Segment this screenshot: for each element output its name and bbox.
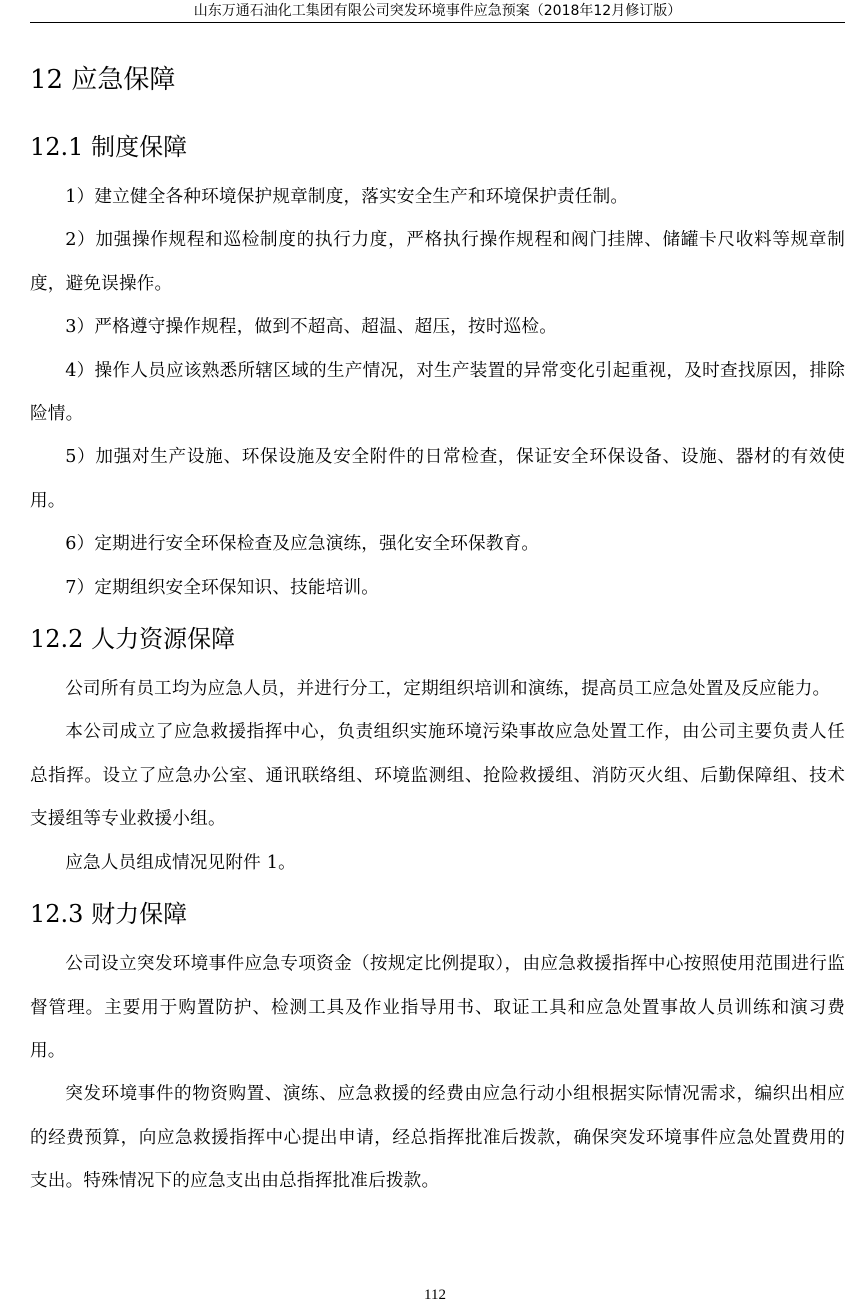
section-title: 12.3 财力保障 (30, 900, 188, 929)
paragraph: 突发环境事件的物资购置、演练、应急救援的经费由应急行动小组根据实际情况需求，编织出相应的经费预算，向应急救援指挥中心提出申请，经总指挥批准后拨款，确保突发环境事件应急处置费用的支出。特殊情况下的应急支出由总指挥批准后拨款。 (30, 1084, 845, 1192)
section-institutional-guarantee (30, 118, 845, 610)
paragraph: 1）建立健全各种环境保护规章制度，落实安全生产和环境保护责任制。 (65, 187, 629, 207)
paragraph: 本公司成立了应急救援指挥中心，负责组织实施环境污染事故应急处置工作，由公司主要负责人任总指挥。设立了应急办公室、通讯联络组、环境监测组、抢险救援组、消防灭火组、后勤保障组、技术支援组等专业救援小组。 (30, 722, 845, 830)
section-title: 12.2 人力资源保障 (30, 625, 236, 654)
chapter-title: 12 应急保障 (30, 65, 176, 95)
paragraph: 2）加强操作规程和巡检制度的执行力度，严格执行操作规程和阀门挂牌、储罐卡尺收料等规章制度，避免误操作。 (30, 230, 845, 294)
paragraph: 应急人员组成情况见附件 1。 (65, 852, 296, 873)
paragraph: 4）操作人员应该熟悉所辖区域的生产情况，对生产装置的异常变化引起重视，及时查找原因，排除险情。 (30, 360, 845, 425)
page-content (30, 58, 845, 1204)
paragraph: 7）定期组织安全环保知识、技能培训。 (65, 577, 380, 598)
paragraph: 6）定期进行安全环保检查及应急演练，强化安全环保教育。 (65, 534, 540, 555)
page-number: 112 (424, 1287, 446, 1303)
section-title: 12.1 制度保障 (30, 133, 188, 161)
paragraph: 公司设立突发环境事件应急专项资金（按规定比例提取），由应急救援指挥中心按照使用范围进行监督管理。主要用于购置防护、检测工具及作业指导用书、取证工具和应急处置事故人员训练和演习费用。 (30, 954, 845, 1061)
section-financial-guarantee (30, 885, 845, 1203)
section-human-resources-guarantee (30, 610, 845, 885)
paragraph: 3）严格遵守操作规程，做到不超高、超温、超压，按时巡检。 (65, 317, 558, 338)
paragraph: 5）加强对生产设施、环保设施及安全附件的日常检查，保证安全环保设备、设施、器材的有效使用。 (30, 447, 845, 511)
running-header: 山东万通石油化工集团有限公司突发环境事件应急预案（2018年12月修订版） (30, 0, 845, 23)
paragraph: 公司所有员工均为应急人员，并进行分工，定期组织培训和演练，提高员工应急处置及反应能力。 (65, 679, 831, 700)
